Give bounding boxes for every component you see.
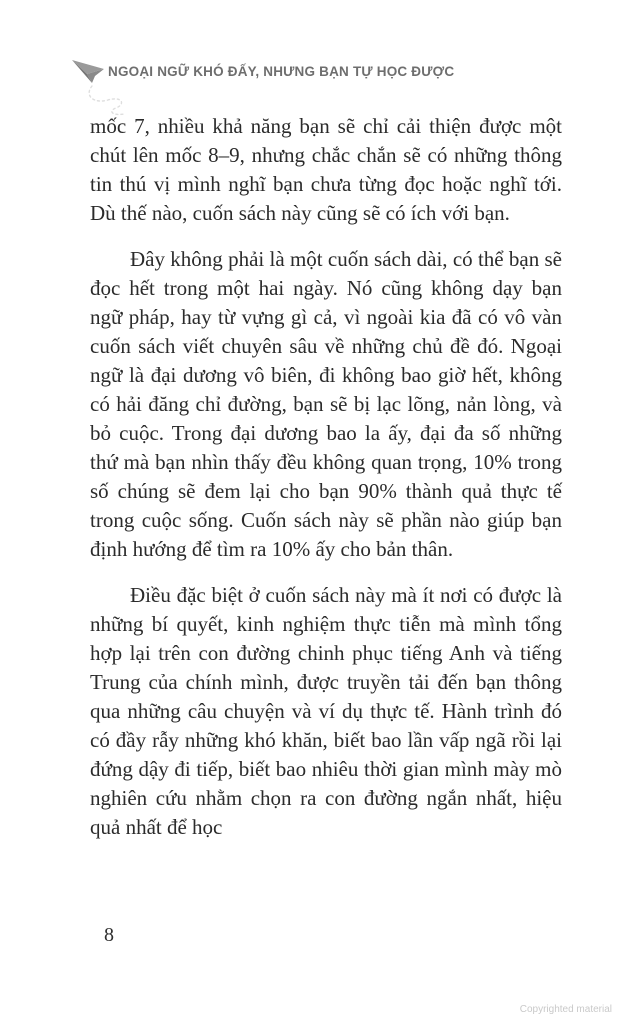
running-header [68, 52, 454, 98]
paragraph-2: Đây không phải là một cuốn sách dài, có thể bạn sẽ đọc hết trong một hai ngày. Nó cũng không dạy bạn ngữ pháp, hay từ vựng gì cả, vì ngoài kia đã có vô vàn cuốn sách viết chuyên sâu về những chủ đề đó. Ngoại ngữ là đại dương vô biên, đi không bao giờ hết, không có hải đăng chỉ đường, bạn sẽ bị lạc lõng, nản lòng, và bỏ cuộc. Trong đại dương bao la ấy, đại đa số những thứ mà bạn nhìn thấy đều không quan trọng, 10% trong số chúng sẽ đem lại cho bạn 90% thành quả thực tế trong cuộc sống. Cuốn sách này sẽ phần nào giúp bạn định hướng để tìm ra 10% ấy cho bản thân. [90, 247, 562, 561]
paragraph-1: mốc 7, nhiều khả năng bạn sẽ chỉ cải thiện được một chút lên mốc 8–9, nhưng chắc chắn sẽ có những thông tin thú vị mình nghĩ bạn chưa từng đọc hoặc nghĩ tới. Dù thế nào, cuốn sách này cũng sẽ có ích với bạn. [90, 114, 562, 225]
page-body-text [90, 112, 562, 859]
flight-trail-decoration [89, 86, 124, 114]
copyright-notice: Copyrighted material [519, 1004, 612, 1015]
paper-plane-icon [68, 52, 108, 98]
running-header-title: NGOẠI NGỮ KHÓ ĐẤY, NHƯNG BẠN TỰ HỌC ĐƯỢC [108, 64, 455, 79]
page-number: 8 [104, 924, 114, 946]
paragraph-3: Điều đặc biệt ở cuốn sách này mà ít nơi có được là những bí quyết, kinh nghiệm thực tiễn mà mình tổng hợp lại trên con đường chinh phục tiếng Anh và tiếng Trung của chính mình, được truyền tải đến bạn thông qua những câu chuyện và ví dụ thực tế. Hành trình đó có đầy rẫy những khó khăn, biết bao lần vấp ngã rồi lại đứng dậy đi tiếp, biết bao nhiêu thời gian mình mày mò nghiên cứu nhằm chọn ra con đường ngắn nhất, hiệu quả nhất để học [90, 583, 562, 839]
